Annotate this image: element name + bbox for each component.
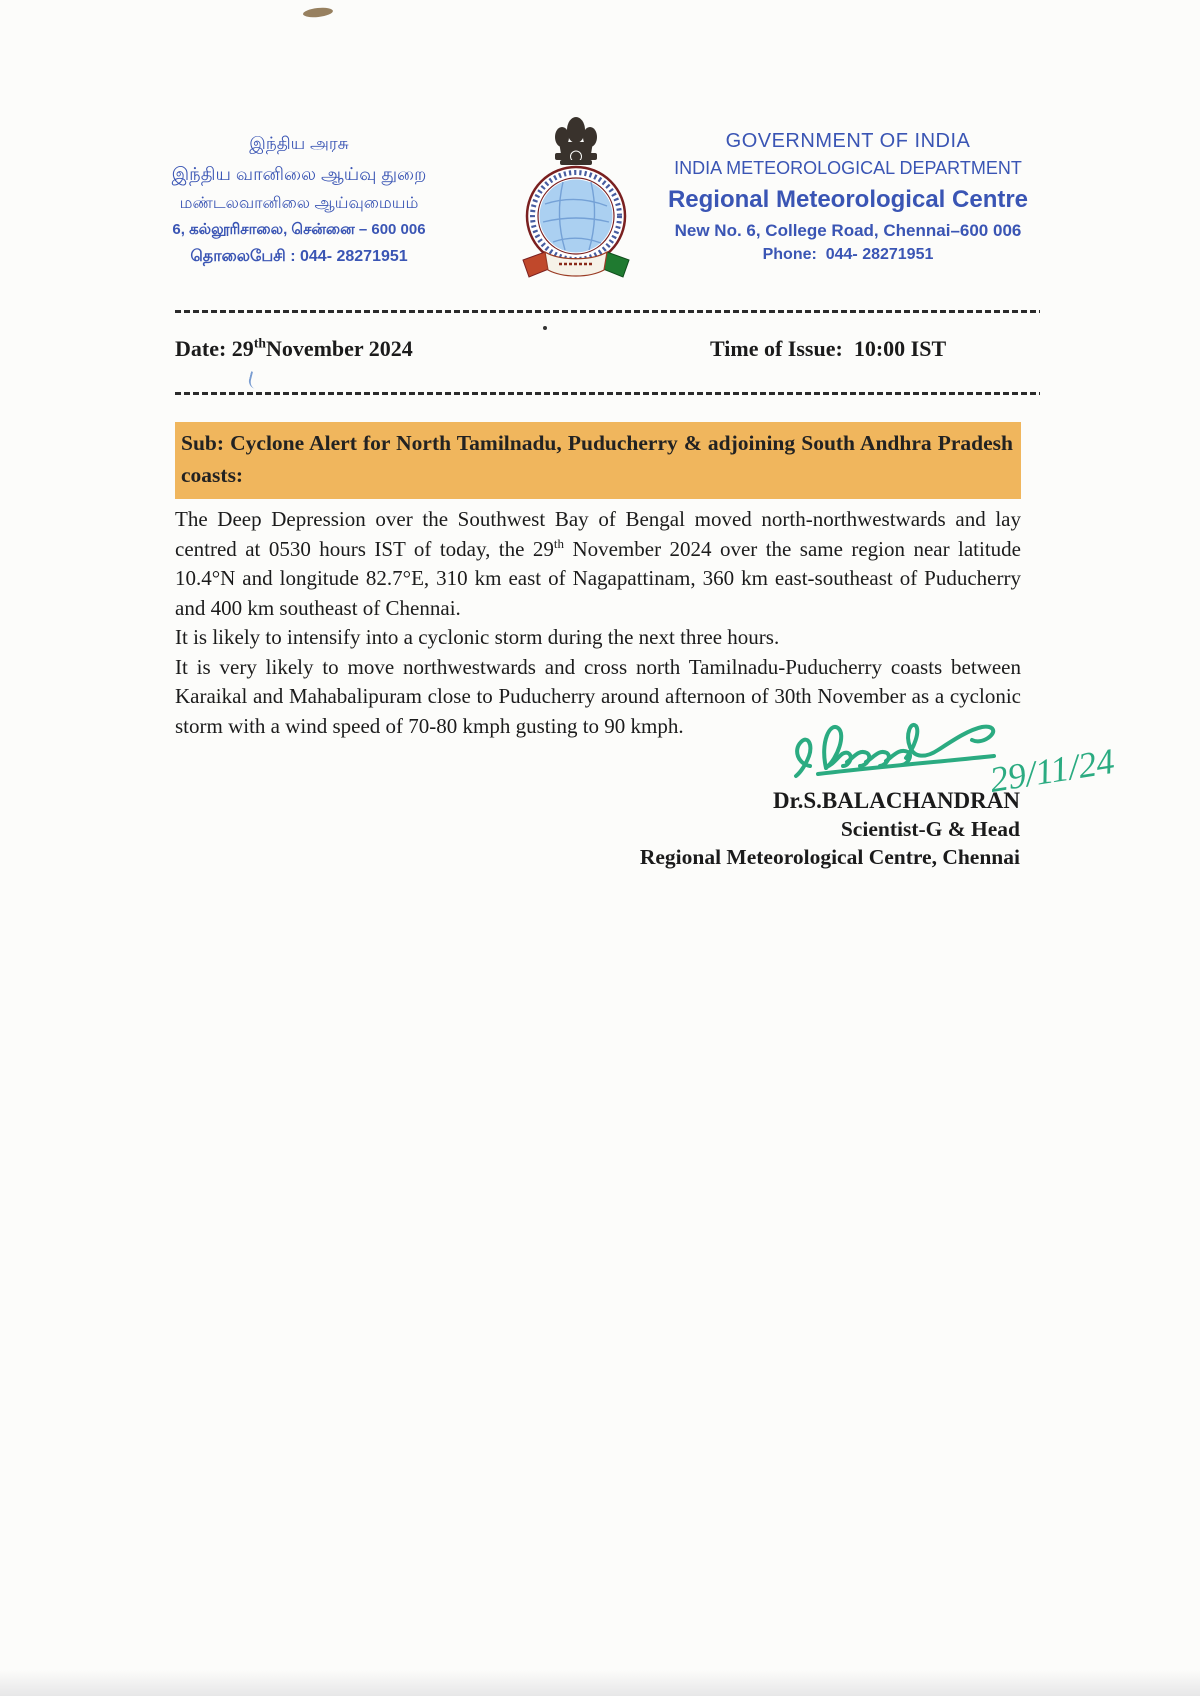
letterhead-tamil-line: மண்டலவானிலை ஆய்வுமையம் (179, 195, 419, 212)
address-line: New No. 6, College Road, Chennai–600 006 (674, 221, 1022, 240)
letterhead-english-block (648, 130, 1048, 264)
date-ordinal-sup: th (253, 335, 266, 351)
scan-bottom-shading (0, 1670, 1200, 1696)
scan-smudge (303, 6, 334, 18)
dashed-separator-bottom (175, 392, 1040, 395)
scan-dot (543, 326, 547, 330)
signature-block (520, 788, 1020, 870)
date-text: November 2024 (265, 336, 413, 361)
phone-line: Phone: 044- 28271951 (762, 246, 934, 263)
body-ordinal-sup: th (553, 535, 565, 551)
letterhead-tamil-phone: தொலைபேசி : 044- 28271951 (190, 248, 408, 265)
signatory-name: Dr.S.BALACHANDRAN (772, 788, 1020, 813)
pen-tick-mark (247, 371, 259, 388)
imd-department-line: INDIA METEOROLOGICAL DEPARTMENT (674, 158, 1022, 178)
body-text-run: November 2024 over the same region near latitude 10.4°N and longitude 82.7°E, 310 km east of Nagapattinam, 360 km east-southeast of Puducherry and 400 km southeast of Chennai. (175, 536, 1021, 620)
dashed-separator-top (175, 310, 1040, 313)
body-text-run: The Deep Depression over the Southwest Bay of Bengal moved north-northwestwards and lay centred at 0530 hours IST of today, the 29 (175, 507, 1021, 561)
letterhead-tamil-block (168, 134, 430, 267)
issue-date (175, 336, 413, 362)
letterhead-tamil-line: இந்திய வானிலை ஆய்வு துறை (171, 164, 427, 184)
letterhead-tamil-address: 6, கல்லூரிசாலை, சென்னை – 600 006 (172, 221, 426, 238)
letterhead-tamil-line: இந்திய அரசு (249, 134, 349, 153)
time-of-issue: Time of Issue: 10:00 IST (710, 336, 947, 361)
date-text: Date: 29 (175, 336, 254, 361)
imd-emblem-icon (503, 112, 649, 290)
handwritten-date: 29/11/24 (986, 740, 1118, 800)
body-paragraph-3: It is very likely to move northwestwards and cross north Tamilnadu-Puducherry coasts between Karaikal and Mahabalipuram close to Puducherry around afternoon of 30th November as a cyclonic storm with a wind speed of 70-80 kmph gusting to 90 kmph. (175, 654, 1021, 738)
government-of-india-line: GOVERNMENT OF INDIA (725, 130, 971, 152)
signatory-office: Regional Meteorological Centre, Chennai (639, 845, 1020, 869)
regional-centre-line: Regional Meteorological Centre (667, 186, 1029, 213)
subject-line-highlighted: Sub: Cyclone Alert for North Tamilnadu, Puducherry & adjoining South Andhra Pradesh coasts: (175, 422, 1021, 499)
body-paragraph-1 (175, 505, 1021, 623)
signatory-title: Scientist-G & Head (840, 817, 1020, 841)
body-paragraph-2: It is likely to intensify into a cyclonic storm during the next three hours. (175, 625, 780, 649)
